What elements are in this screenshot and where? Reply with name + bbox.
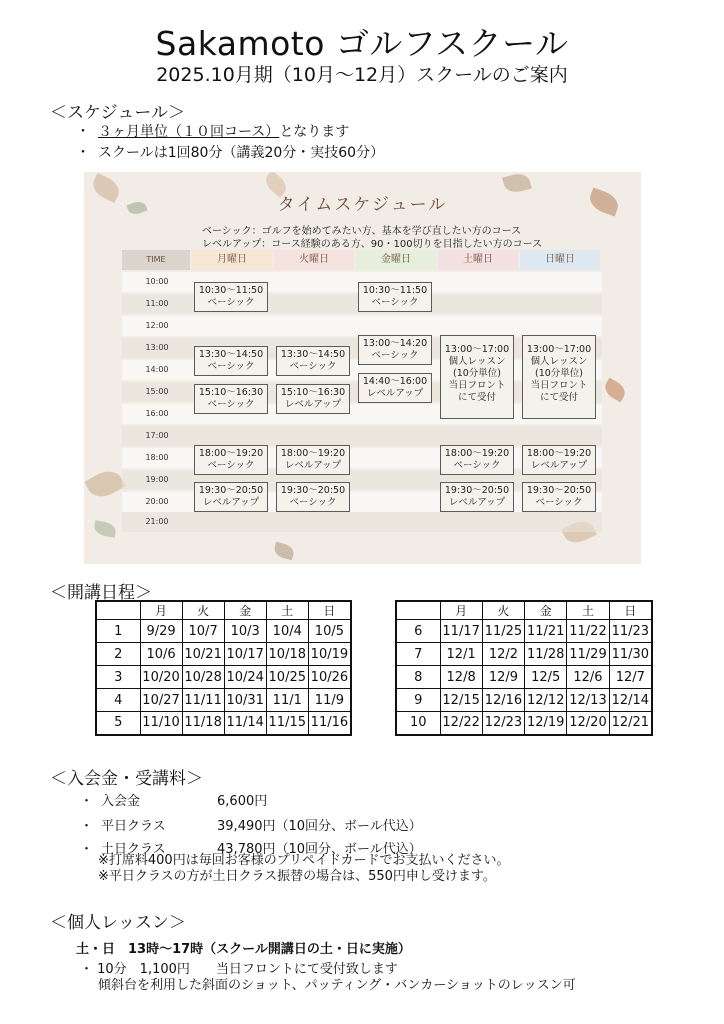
day-header-mon: 月曜日 [192, 250, 272, 270]
slot-course: ベーシック [289, 497, 337, 508]
column-header-day: 月 [140, 601, 182, 620]
time-row [122, 316, 602, 336]
slot-time: 14:40〜16:00 [362, 376, 428, 387]
date-cell: 12/14 [609, 689, 652, 712]
date-cell: 11/9 [308, 689, 351, 712]
table-row [96, 620, 351, 643]
timetable-desc-levelup: レベルアップ：コース経験のある方、90・100切りを目指したい方のコース [202, 239, 543, 250]
time-label: 12:00 [145, 321, 169, 330]
slot-course: ベーシック [371, 297, 419, 308]
column-header-blank [396, 601, 440, 620]
private-schedule: 土・日 13時〜17時（スクール開講日の土・日に実施） [76, 942, 411, 957]
date-cell: 12/9 [482, 666, 524, 689]
date-cell: 10/26 [308, 666, 351, 689]
slot-time: 19:30〜20:50 [280, 485, 346, 496]
date-cell: 11/1 [266, 689, 308, 712]
date-cell: 10/4 [266, 620, 308, 643]
slot-line: にて受付 [457, 392, 496, 403]
slot-mon-1800 [194, 445, 268, 475]
slot-sun-private [522, 335, 596, 419]
leaf-decoration [601, 378, 628, 403]
leaf-decoration [273, 542, 296, 561]
slot-time: 19:30〜20:50 [526, 485, 592, 496]
slot-time: 13:30〜14:50 [280, 349, 346, 360]
slot-fri-1440 [358, 373, 432, 403]
slot-time: 18:00〜19:20 [444, 448, 510, 459]
time-label: 17:00 [145, 431, 169, 440]
table-row [396, 666, 652, 689]
fee-note-1: ※打席料400円は毎回お客様のプリペイドカードでお支払いください。 [98, 853, 510, 868]
column-header-day: 火 [482, 601, 524, 620]
date-cell: 10/6 [140, 643, 182, 666]
table-header-row [96, 601, 351, 620]
table-body [96, 620, 351, 735]
slot-time: 18:00〜19:20 [526, 448, 592, 459]
slot-course: ベーシック [535, 497, 583, 508]
date-cell: 10/31 [224, 689, 266, 712]
session-number-cell: 1 [96, 620, 140, 643]
session-number-cell: 7 [396, 643, 440, 666]
slot-tue-1330 [276, 346, 350, 376]
session-number-cell: 8 [396, 666, 440, 689]
date-cell: 12/6 [567, 666, 609, 689]
dates-table-2 [395, 600, 653, 736]
slot-sun-1930 [522, 482, 596, 512]
slot-tue-1930 [276, 482, 350, 512]
time-label: 13:00 [145, 343, 169, 352]
date-cell: 12/7 [609, 666, 652, 689]
date-cell: 11/17 [440, 620, 482, 643]
slot-line: 個人レッスン [448, 356, 506, 367]
slot-time: 13:00〜17:00 [444, 344, 510, 355]
date-cell: 10/5 [308, 620, 351, 643]
schedule-heading: ＜スケジュール＞ [50, 103, 185, 123]
slot-course: レベルアップ [284, 460, 342, 471]
table-row [96, 689, 351, 712]
slot-tue-1800 [276, 445, 350, 475]
date-cell: 11/16 [308, 712, 351, 735]
slot-fri-1030 [358, 282, 432, 312]
slot-course: ベーシック [207, 361, 255, 372]
date-cell: 11/29 [567, 643, 609, 666]
slot-time: 13:30〜14:50 [198, 349, 264, 360]
slot-sat-private [440, 335, 514, 419]
date-cell: 10/24 [224, 666, 266, 689]
date-cell: 11/23 [609, 620, 652, 643]
date-cell: 10/19 [308, 643, 351, 666]
day-header-sun: 日曜日 [520, 250, 600, 270]
date-cell: 12/1 [440, 643, 482, 666]
timetable-desc-basic: ベーシック：ゴルフを始めてみたい方、基本を学び直したい方のコース [202, 226, 522, 237]
private-price: ・ 10分 1,100円 当日フロントにて受付致します [80, 962, 398, 977]
time-label: 15:00 [145, 387, 169, 396]
page-subtitle: 2025.10月期（10月〜12月）スクールのご案内 [156, 64, 568, 86]
slot-line: (10分単位) [534, 368, 583, 379]
table-row [96, 712, 351, 735]
slot-time: 13:00〜17:00 [526, 344, 592, 355]
slot-mon-1030 [194, 282, 268, 312]
slot-time: 10:30〜11:50 [362, 285, 428, 296]
fee-note-2: ※平日クラスの方が土日クラス振替の場合は、550円申し受けます。 [98, 869, 496, 884]
slot-course: レベルアップ [202, 497, 260, 508]
session-number-cell: 2 [96, 643, 140, 666]
session-number-cell: 3 [96, 666, 140, 689]
private-price-text: 10分 1,100円 当日フロントにて受付致します [97, 962, 398, 977]
time-label: 14:00 [145, 365, 169, 374]
slot-time: 15:10〜16:30 [280, 387, 346, 398]
fee-weekday-value: 39,490円（10回分、ボール代込） [217, 819, 422, 834]
slot-line: 当日フロント [448, 380, 506, 391]
slot-course: ベーシック [207, 460, 255, 471]
fee-weekday: ・ 平日クラス 39,490円（10回分、ボール代込） [80, 815, 422, 834]
schedule-bullet-duration: ・ スクールは1回80分（講義20分・実技60分） [78, 143, 384, 164]
fee-weekend-value: 43,780円（10回分、ボール代込） [217, 842, 422, 857]
time-label: 21:00 [145, 517, 169, 526]
column-header-day: 日 [609, 601, 652, 620]
column-header-day: 金 [224, 601, 266, 620]
date-cell: 11/18 [182, 712, 224, 735]
session-number-cell: 5 [96, 712, 140, 735]
date-cell: 12/20 [567, 712, 609, 735]
column-header-day: 月 [440, 601, 482, 620]
fees-heading: ＜入会金・受講料＞ [50, 769, 203, 789]
slot-time: 10:30〜11:50 [198, 285, 264, 296]
date-cell: 11/25 [482, 620, 524, 643]
course-unit-text: ３ヶ月単位（１０回コース） [98, 124, 280, 140]
date-cell: 10/25 [266, 666, 308, 689]
date-cell: 10/28 [182, 666, 224, 689]
schedule-bullets [78, 122, 384, 164]
fee-entry: ・ 入会金 6,600円 [80, 790, 267, 809]
fee-weekend-label: 土日クラス [101, 842, 166, 857]
session-number-cell: 10 [396, 712, 440, 735]
date-cell: 12/21 [609, 712, 652, 735]
date-cell: 12/13 [567, 689, 609, 712]
date-cell: 11/10 [140, 712, 182, 735]
column-header-day: 土 [567, 601, 609, 620]
time-row [122, 426, 602, 446]
table-row [96, 666, 351, 689]
time-label: 10:00 [145, 277, 169, 286]
slot-time: 19:30〜20:50 [198, 485, 264, 496]
slot-sun-1800 [522, 445, 596, 475]
day-header-tue: 火曜日 [274, 250, 354, 270]
time-label: 16:00 [145, 409, 169, 418]
date-cell: 11/14 [224, 712, 266, 735]
slot-mon-1330 [194, 346, 268, 376]
leaf-decoration [84, 465, 125, 503]
date-cell: 12/15 [440, 689, 482, 712]
session-number-cell: 4 [96, 689, 140, 712]
slot-course: レベルアップ [284, 399, 342, 410]
fee-weekday-label: 平日クラス [101, 819, 166, 834]
column-header-day: 土 [266, 601, 308, 620]
fee-entry-value: 6,600円 [217, 794, 268, 809]
slot-course: レベルアップ [448, 497, 506, 508]
slot-line: 個人レッスン [530, 356, 588, 367]
slot-fri-1300 [358, 335, 432, 365]
slot-course: ベーシック [207, 399, 255, 410]
table-row [96, 643, 351, 666]
date-cell: 11/15 [266, 712, 308, 735]
fee-weekend: ・ 土日クラス 43,780円（10回分、ボール代込） [80, 838, 422, 857]
date-cell: 10/20 [140, 666, 182, 689]
leaf-decoration [93, 520, 117, 538]
dates-heading: ＜開講日程＞ [50, 583, 152, 603]
schedule-bullet-course [78, 122, 384, 143]
date-cell: 12/8 [440, 666, 482, 689]
slot-time: 19:30〜20:50 [444, 485, 510, 496]
date-cell: 12/16 [482, 689, 524, 712]
slot-course: ベーシック [453, 460, 501, 471]
timetable-panel [84, 172, 641, 564]
slot-sat-1800 [440, 445, 514, 475]
slot-time: 13:00〜14:20 [362, 338, 428, 349]
private-heading: ＜個人レッスン＞ [50, 913, 186, 933]
slot-tue-1510 [276, 384, 350, 414]
time-header: TIME [122, 250, 190, 270]
date-cell: 12/23 [482, 712, 524, 735]
date-cell: 11/21 [525, 620, 567, 643]
date-cell: 11/30 [609, 643, 652, 666]
session-number-cell: 9 [396, 689, 440, 712]
slot-sat-1930 [440, 482, 514, 512]
time-label: 18:00 [145, 453, 169, 462]
table-row [396, 712, 652, 735]
slot-line: (10分単位) [452, 368, 501, 379]
date-cell: 9/29 [140, 620, 182, 643]
date-cell: 11/11 [182, 689, 224, 712]
dates-table-1 [95, 600, 352, 736]
date-cell: 12/2 [482, 643, 524, 666]
slot-mon-1510 [194, 384, 268, 414]
date-cell: 10/3 [224, 620, 266, 643]
day-header-fri: 金曜日 [356, 250, 436, 270]
session-number-cell: 6 [396, 620, 440, 643]
table-row [396, 689, 652, 712]
private-detail: 傾斜台を利用した斜面のショット、パッティング・バンカーショットのレッスン可 [98, 978, 576, 993]
slot-time: 18:00〜19:20 [280, 448, 346, 459]
slot-course: レベルアップ [530, 460, 588, 471]
column-header-day: 火 [182, 601, 224, 620]
slot-course: ベーシック [207, 297, 255, 308]
column-header-blank [96, 601, 140, 620]
date-cell: 10/27 [140, 689, 182, 712]
time-label: 11:00 [145, 299, 169, 308]
timetable-title: タイムスケジュール [277, 195, 448, 215]
fee-entry-label: 入会金 [101, 794, 141, 809]
date-cell: 10/18 [266, 643, 308, 666]
table-body [396, 620, 652, 735]
course-unit-rest: となります [279, 124, 350, 140]
page-title: Sakamoto ゴルフスクール [155, 24, 569, 63]
date-cell: 11/22 [567, 620, 609, 643]
time-label: 19:00 [145, 475, 169, 484]
slot-course: レベルアップ [366, 388, 424, 399]
slot-line: 当日フロント [530, 380, 588, 391]
date-cell: 12/19 [525, 712, 567, 735]
time-row [122, 512, 602, 532]
date-cell: 12/5 [525, 666, 567, 689]
slot-course: ベーシック [289, 361, 337, 372]
slot-mon-1930 [194, 482, 268, 512]
column-header-day: 日 [308, 601, 351, 620]
slot-time: 18:00〜19:20 [198, 448, 264, 459]
date-cell: 11/28 [525, 643, 567, 666]
table-row [396, 643, 652, 666]
table-header-row [396, 601, 652, 620]
slot-line: にて受付 [539, 392, 578, 403]
table-row [396, 620, 652, 643]
day-header-sat: 土曜日 [438, 250, 518, 270]
date-cell: 12/22 [440, 712, 482, 735]
date-cell: 10/21 [182, 643, 224, 666]
date-cell: 10/17 [224, 643, 266, 666]
date-cell: 10/7 [182, 620, 224, 643]
time-label: 20:00 [145, 497, 169, 506]
date-cell: 12/12 [525, 689, 567, 712]
slot-time: 15:10〜16:30 [198, 387, 264, 398]
slot-course: ベーシック [371, 350, 419, 361]
column-header-day: 金 [525, 601, 567, 620]
